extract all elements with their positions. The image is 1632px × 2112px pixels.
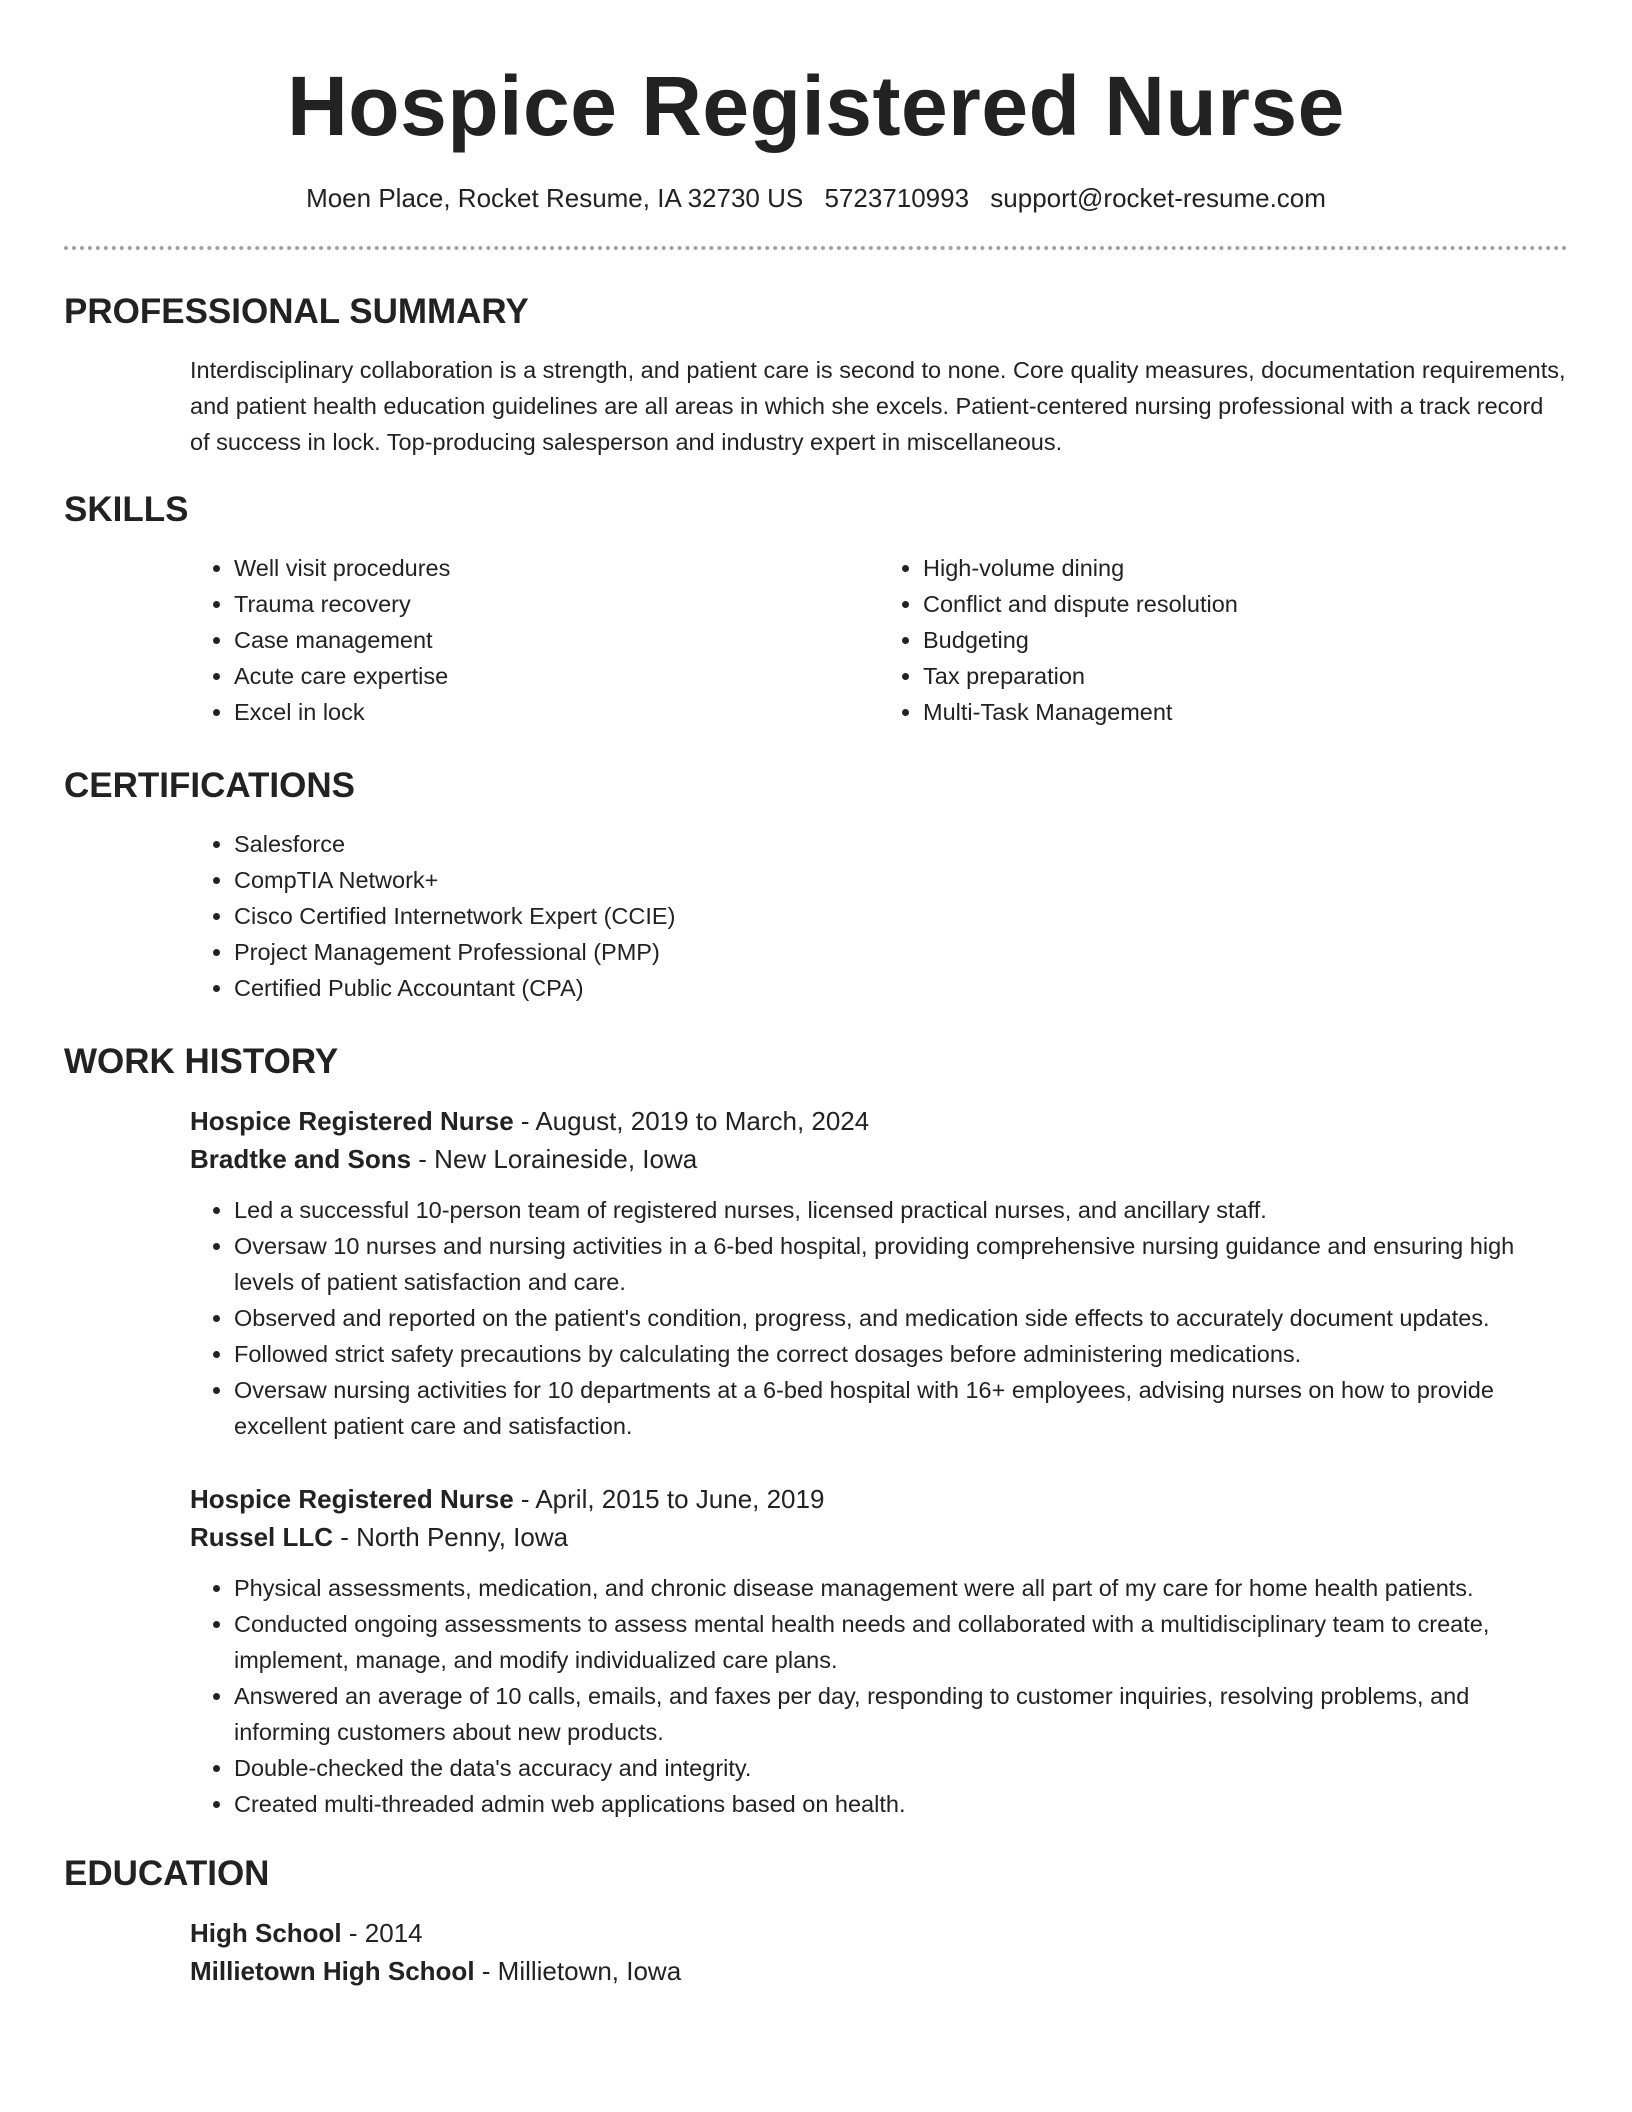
separator: -: [474, 1956, 498, 1986]
skill-item: • Excel in lock: [234, 694, 879, 730]
header-divider: [64, 246, 1568, 250]
job-bullets: [190, 1570, 1568, 1822]
education-school: Millietown High School: [190, 1956, 475, 1986]
separator: -: [341, 1918, 365, 1948]
certification-item: • CompTIA Network+: [234, 862, 1568, 898]
contact-phone: 5723710993: [824, 183, 970, 213]
skill-item: • Budgeting: [923, 622, 1568, 658]
skills-list-left: [190, 550, 879, 730]
job-role: Hospice Registered Nurse: [190, 1484, 514, 1514]
job-bullet: • Oversaw 10 nurses and nursing activities in a 6-bed hospital, providing comprehensive nursing guidance and ensuring high levels of patient satisfaction and care.: [234, 1228, 1568, 1300]
skills-section: [64, 488, 1568, 730]
job-bullet: • Led a successful 10-person team of registered nurses, licensed practical nurses, and ancillary staff.: [234, 1192, 1568, 1228]
certification-item: • Cisco Certified Internetwork Expert (CCIE): [234, 898, 1568, 934]
skill-item: • Case management: [234, 622, 879, 658]
work-history-body: [190, 1102, 1568, 1822]
education-degree: High School: [190, 1918, 342, 1948]
job-bullet: • Double-checked the data's accuracy and integrity.: [234, 1750, 1568, 1786]
skill-item: • Well visit procedures: [234, 550, 879, 586]
job-role: Hospice Registered Nurse: [190, 1106, 514, 1136]
job-bullet: • Followed strict safety precautions by calculating the correct dosages before administering medications.: [234, 1336, 1568, 1372]
separator: -: [513, 1106, 536, 1136]
certifications-body: [190, 826, 1568, 1006]
summary-body: [190, 352, 1568, 460]
summary-text: Interdisciplinary collaboration is a strength, and patient care is second to none. Core quality measures, documentation requirements, and patient health education guidelines are all areas in which she excels. Patient-centered nursing professional with a track record of success in lock. Top-producing salesperson and industry expert in miscellaneous.: [190, 357, 1566, 455]
skill-item: • Acute care expertise: [234, 658, 879, 694]
contact-line: [64, 180, 1568, 216]
job-dates: April, 2015 to June, 2019: [535, 1484, 825, 1514]
job-company-line: [190, 1518, 1568, 1556]
separator: -: [411, 1144, 435, 1174]
job-bullet: • Conducted ongoing assessments to assess mental health needs and collaborated with a multidisciplinary team to create, implement, manage, and modify individualized care plans.: [234, 1606, 1568, 1678]
education-location: Millietown, Iowa: [497, 1956, 682, 1986]
certifications-list: [190, 826, 1568, 1006]
summary-section: [64, 290, 1568, 460]
job-entry: [190, 1102, 1568, 1444]
skills-list-right: [879, 550, 1568, 730]
certification-item: • Project Management Professional (PMP): [234, 934, 1568, 970]
job-company: Russel LLC: [190, 1522, 334, 1552]
separator: -: [333, 1522, 357, 1552]
job-bullet: • Physical assessments, medication, and chronic disease management were all part of my care for home health patients.: [234, 1570, 1568, 1606]
job-location: North Penny, Iowa: [356, 1522, 569, 1552]
certifications-heading: CERTIFICATIONS: [64, 766, 356, 805]
skill-item: • High-volume dining: [923, 550, 1568, 586]
job-title-line: [190, 1102, 1568, 1140]
job-bullet: • Oversaw nursing activities for 10 departments at a 6-bed hospital with 16+ employees, advising nurses on how to provide excellent patient care and satisfaction.: [234, 1372, 1568, 1444]
contact-address: Moen Place, Rocket Resume, IA 32730 US: [306, 183, 804, 213]
skill-item: • Multi-Task Management: [923, 694, 1568, 730]
separator: -: [513, 1484, 536, 1514]
resume-name: Hospice Registered Nurse: [287, 59, 1345, 153]
work-history-section: [64, 1040, 1568, 1822]
certification-item: • Certified Public Accountant (CPA): [234, 970, 1568, 1006]
education-year: 2014: [364, 1918, 423, 1948]
job-company-line: [190, 1140, 1568, 1178]
job-dates: August, 2019 to March, 2024: [535, 1106, 870, 1136]
job-bullet: • Created multi-threaded admin web applications based on health.: [234, 1786, 1568, 1822]
education-section: [64, 1852, 1568, 1990]
job-title-line: [190, 1480, 1568, 1518]
job-location: New Loraineside, Iowa: [434, 1144, 698, 1174]
job-company: Bradtke and Sons: [190, 1144, 412, 1174]
summary-heading: PROFESSIONAL SUMMARY: [64, 292, 529, 331]
skill-item: • Conflict and dispute resolution: [923, 586, 1568, 622]
job-entry: [190, 1480, 1568, 1822]
job-bullet: • Answered an average of 10 calls, emails, and faxes per day, responding to customer inquiries, resolving problems, and informing customers about new products.: [234, 1678, 1568, 1750]
work-history-heading: WORK HISTORY: [64, 1042, 339, 1081]
certification-item: • Salesforce: [234, 826, 1568, 862]
job-bullet: • Observed and reported on the patient's condition, progress, and medication side effects to accurately document updates.: [234, 1300, 1568, 1336]
certifications-section: [64, 764, 1568, 1006]
job-bullets: [190, 1192, 1568, 1444]
education-body: [190, 1914, 1568, 1990]
contact-email: support@rocket-resume.com: [990, 183, 1326, 213]
skill-item: • Trauma recovery: [234, 586, 879, 622]
skill-item: • Tax preparation: [923, 658, 1568, 694]
skills-columns: [190, 550, 1568, 730]
education-school-line: [190, 1952, 1568, 1990]
education-heading: EDUCATION: [64, 1854, 270, 1893]
education-degree-line: [190, 1914, 1568, 1952]
skills-heading: SKILLS: [64, 490, 189, 529]
